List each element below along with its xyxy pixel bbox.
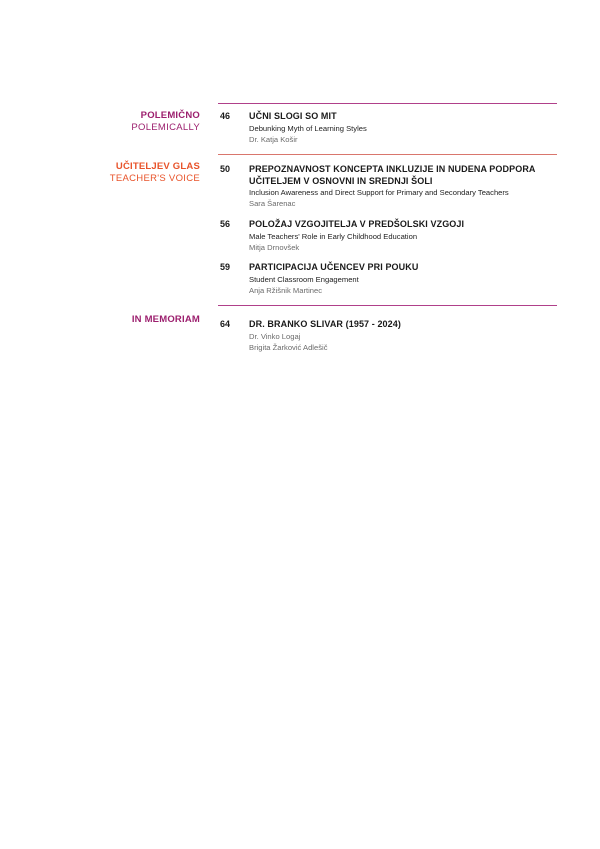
- section-title-sl: POLEMIČNO: [140, 110, 200, 121]
- entry-author: Brigita Žarković Adlešič: [249, 342, 328, 352]
- entry-subtitle: Male Teachers' Role in Early Childhood Education: [249, 231, 418, 241]
- entry-title: DR. BRANKO SLIVAR (1957 - 2024): [249, 319, 401, 329]
- section-divider: [218, 305, 557, 306]
- page-number: 46: [220, 111, 231, 121]
- section-title-en: POLEMICALLY: [131, 122, 200, 133]
- page-number: 56: [220, 219, 231, 229]
- entry-body: [249, 262, 561, 296]
- entry-subtitle: Inclusion Awareness and Direct Support for Primary and Secondary Teachers: [249, 188, 509, 197]
- entry-body: [249, 111, 561, 145]
- section-label: [132, 314, 200, 326]
- entry-title: POLOŽAJ VZGOJITELJA V PREDŠOLSKI VZGOJI: [249, 219, 465, 229]
- section-label: [110, 161, 200, 185]
- entry-author: Anja Ržišnik Martinec: [249, 285, 323, 295]
- entry-title-line: UČITELJEM V OSNOVNI IN SREDNJI ŠOLI: [249, 175, 433, 186]
- entry-title-line: PREPOZNAVNOST KONCEPTA INKLUZIJE IN NUDENA PODPORA: [249, 164, 536, 174]
- entry-title: PARTICIPACIJA UČENCEV PRI POUKU: [249, 262, 419, 272]
- entry-body: [249, 219, 561, 253]
- entry-author: Dr. Vinko Logaj: [249, 331, 301, 341]
- page-number: 59: [220, 262, 231, 272]
- entry-title: UČNI SLOGI SO MIT: [249, 111, 337, 121]
- entry-author: Mitja Drnovšek: [249, 242, 300, 252]
- section-label: [131, 110, 200, 134]
- page-number: 64: [220, 319, 231, 329]
- section-divider: [218, 103, 557, 104]
- section-title-sl: UČITELJEV GLAS: [115, 161, 200, 172]
- entry-subtitle: Debunking Myth of Learning Styles: [249, 123, 367, 133]
- entry-author: Dr. Katja Košir: [249, 134, 298, 144]
- section-title-sl: IN MEMORIAM: [131, 314, 200, 325]
- section-title-en: TEACHER'S VOICE: [109, 173, 200, 184]
- entry-body: [249, 164, 561, 209]
- section-divider: [218, 154, 557, 155]
- entry-body: [249, 319, 561, 353]
- entry-subtitle: Student Classroom Engagement: [249, 274, 359, 284]
- entry-author: Sara Šarenac: [249, 199, 296, 208]
- page-number: 50: [220, 164, 231, 174]
